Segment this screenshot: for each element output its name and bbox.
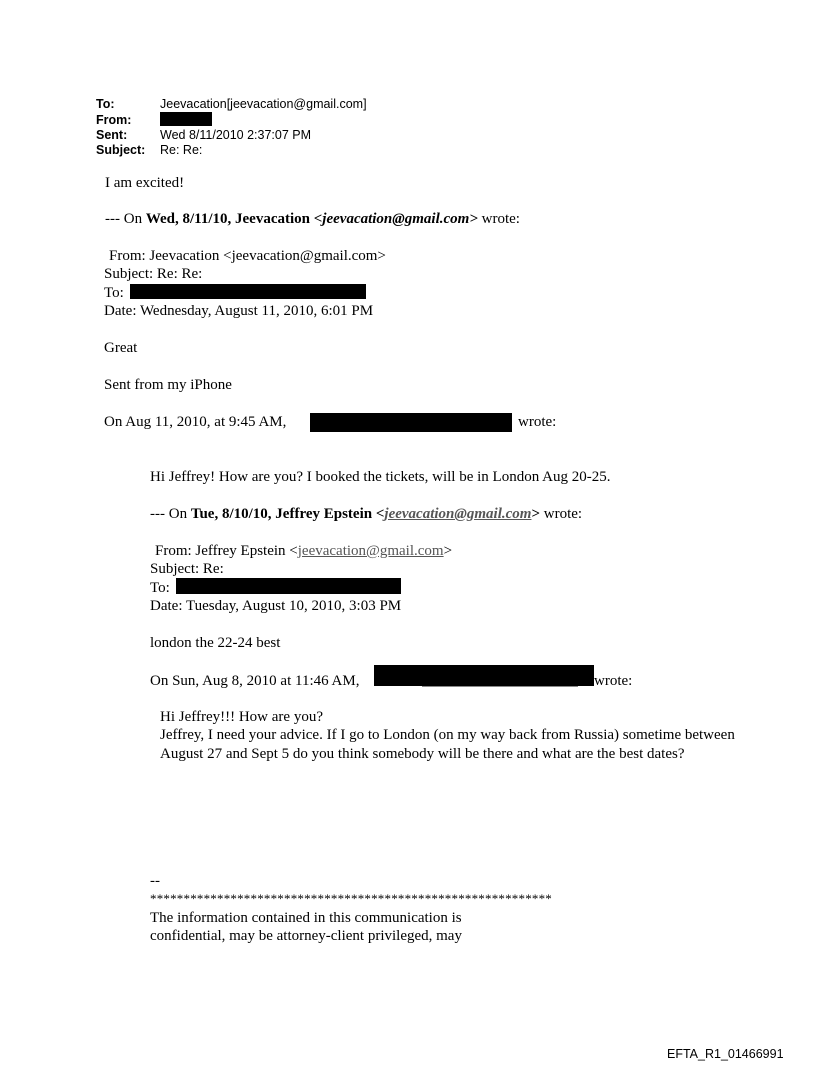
- message-body: london the 22-24 best: [150, 635, 281, 651]
- message-body: Hi Jeffrey!!! How are you?: [160, 709, 323, 725]
- subject-value: Re: Re:: [160, 143, 203, 157]
- message-body: I am excited!: [105, 175, 185, 191]
- sent-value: Wed 8/11/2010 2:37:07 PM: [160, 128, 312, 142]
- redaction-bar: [310, 413, 512, 432]
- subject-label: Subject:: [96, 143, 146, 157]
- signature: Sent from my iPhone: [104, 377, 232, 393]
- wrote-label: wrote:: [518, 414, 557, 430]
- to-label: To:: [96, 97, 115, 111]
- disclaimer-text: The information contained in this communication is: [150, 910, 462, 926]
- quote-attribution: On Aug 11, 2010, at 9:45 AM,: [104, 414, 287, 430]
- message-body: Great: [104, 340, 138, 356]
- sent-label: Sent:: [96, 128, 128, 142]
- quote-attribution: --- On Wed, 8/11/10, Jeevacation <jeevacation@gmail.com> wrote:: [105, 211, 520, 227]
- quoted-from: From: Jeevacation <jeevacation@gmail.com>: [109, 248, 386, 264]
- email-link[interactable]: jeevacation@gmail.com: [384, 506, 532, 522]
- redaction-bar: [130, 284, 366, 299]
- quoted-to: To:: [104, 285, 124, 301]
- email-address: <jeevacation@gmail.com>: [313, 211, 478, 227]
- quote-attribution: --- On Tue, 8/10/10, Jeffrey Epstein <jeevacation@gmail.com> wrote:: [150, 506, 583, 522]
- wrote-label: wrote:: [594, 673, 633, 689]
- to-value: Jeevacation[jeevacation@gmail.com]: [160, 97, 367, 111]
- quoted-subject: Subject: Re:: [150, 561, 224, 577]
- from-label: From:: [96, 113, 132, 127]
- redaction-bar: [176, 578, 401, 594]
- quoted-to: To:: [150, 580, 170, 596]
- redaction-bar: [160, 112, 212, 126]
- signature-separator: --: [150, 873, 160, 889]
- message-body: Hi Jeffrey! How are you? I booked the tickets, will be in London Aug 20-25.: [150, 469, 611, 485]
- quoted-date: Date: Wednesday, August 11, 2010, 6:01 PM: [104, 303, 374, 319]
- redaction-bar: [374, 665, 594, 686]
- email-link[interactable]: jeevacation@gmail.com: [297, 543, 444, 559]
- star-divider: ************************************************************: [150, 891, 552, 906]
- document-id: EFTA_R1_01466991: [667, 1047, 784, 1061]
- quoted-from: From: Jeffrey Epstein <jeevacation@gmail.com>: [155, 543, 453, 559]
- underline-divider: [422, 686, 578, 687]
- quoted-date: Date: Tuesday, August 10, 2010, 3:03 PM: [150, 598, 402, 614]
- quote-attribution: On Sun, Aug 8, 2010 at 11:46 AM,: [150, 673, 360, 689]
- disclaimer-text: confidential, may be attorney-client privileged, may: [150, 928, 462, 944]
- quoted-subject: Subject: Re: Re:: [104, 266, 203, 282]
- message-body: Jeffrey, I need your advice. If I go to London (on my way back from Russia) sometime between August 27 and Sept 5 do you think somebody will be there and what are the best dates?: [160, 727, 735, 762]
